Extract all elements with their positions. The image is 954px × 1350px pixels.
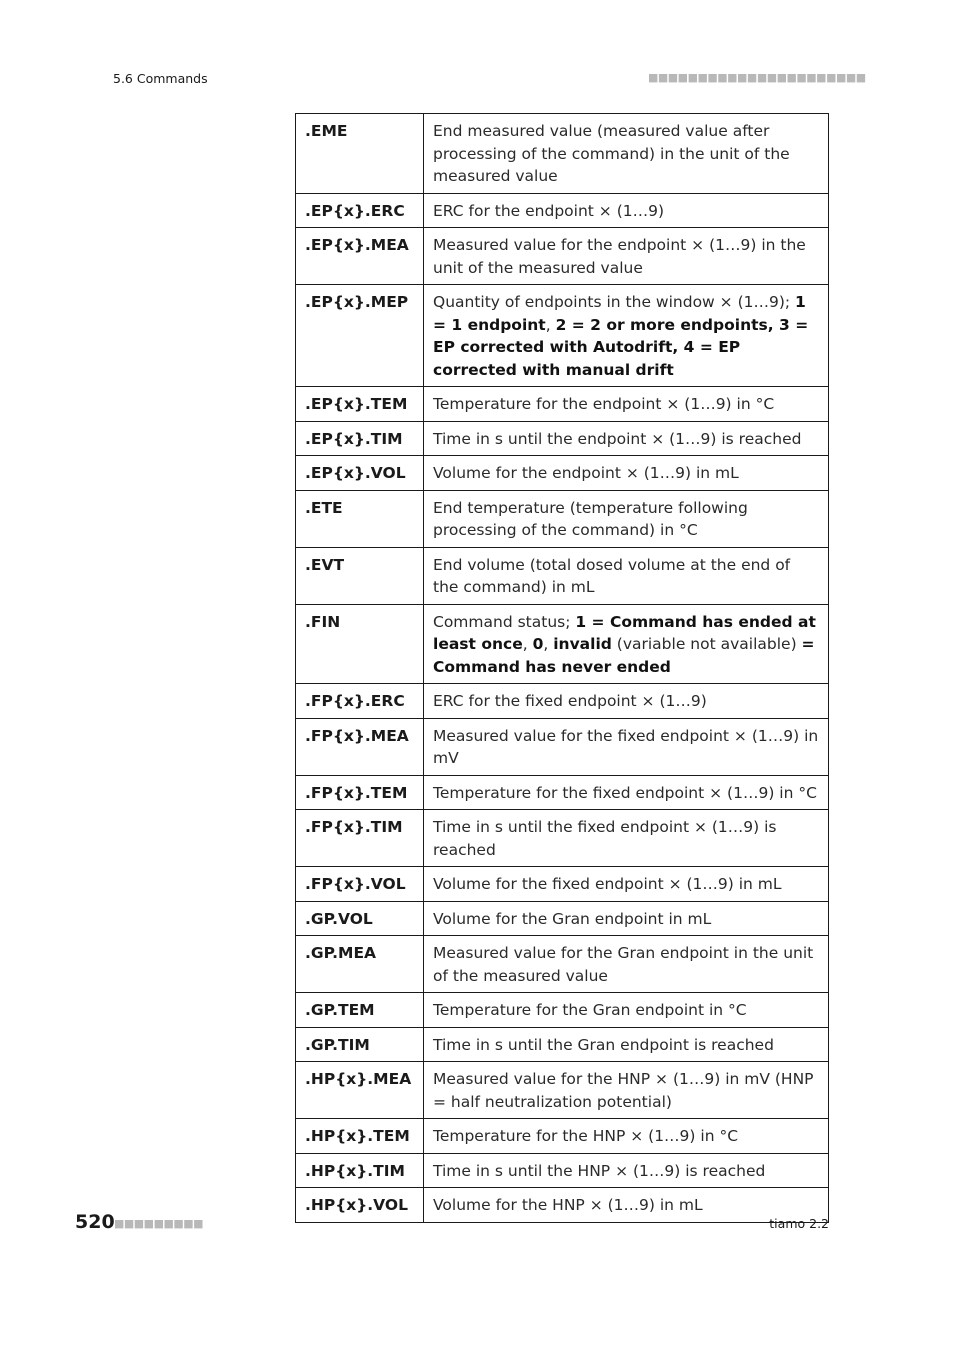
running-header-section: 5.6 Commands [113, 71, 208, 86]
description-segment: Temperature for the endpoint × (1…9) in °C [433, 395, 775, 413]
description-bold-segment: = Command has never ended [433, 635, 815, 676]
variable-name: .EP{x}.MEA [296, 228, 424, 285]
variable-name: .HP{x}.VOL [296, 1188, 424, 1223]
table-row [296, 1027, 829, 1062]
description-segment: Time in s until the Gran endpoint is reached [433, 1035, 774, 1054]
description-segment: Time in s until the endpoint × (1…9) is reached [433, 429, 802, 448]
variable-description [424, 1062, 829, 1119]
product-version: tiamo 2.2 [769, 1216, 829, 1231]
description-segment: Time in s until the fixed endpoint × (1…9) is reached [433, 818, 777, 859]
variable-name: .FP{x}.VOL [296, 867, 424, 902]
table-row [296, 810, 829, 867]
description-segment: Time in s until the HNP × (1…9) is reached [433, 1161, 766, 1180]
table-row [296, 285, 829, 387]
variable-description [424, 604, 829, 684]
variable-description [424, 867, 829, 902]
variable-name: .FIN [296, 604, 424, 684]
table-body [296, 114, 829, 1223]
variable-name: .HP{x}.TIM [296, 1153, 424, 1188]
table-row [296, 718, 829, 775]
variable-name: .HP{x}.TEM [296, 1119, 424, 1154]
variable-description [424, 936, 829, 993]
table-row [296, 193, 829, 228]
description-segment: Measured value for the fixed endpoint × (1…9) in mV [433, 726, 819, 767]
variable-name: .FP{x}.MEA [296, 718, 424, 775]
description-segment: , [543, 635, 554, 653]
table-row [296, 421, 829, 456]
description-segment: End measured value (measured value after processing of the command) in the unit of the measured value [433, 122, 790, 185]
description-segment: Measured value for the Gran endpoint in the unit of the measured value [433, 944, 814, 985]
variable-name: .EME [296, 114, 424, 194]
description-bold-segment: 0 [532, 635, 544, 653]
table-row [296, 1119, 829, 1154]
description-segment: (variable not available) [611, 635, 802, 653]
description-segment: End volume (total dosed volume at the end of the command) in mL [433, 555, 791, 596]
description-segment: Volume for the HNP × (1…9) in mL [433, 1196, 703, 1214]
variable-description [424, 1153, 829, 1188]
table-row [296, 1188, 829, 1223]
variable-description [424, 718, 829, 775]
variable-name: .EP{x}.MEP [296, 285, 424, 387]
variable-name: .GP.TEM [296, 993, 424, 1028]
table-row [296, 1062, 829, 1119]
variable-description [424, 228, 829, 285]
variable-name: .EP{x}.TEM [296, 387, 424, 422]
variable-description [424, 993, 829, 1028]
table-row [296, 901, 829, 936]
variable-name: .HP{x}.MEA [296, 1062, 424, 1119]
command-variables-table [295, 113, 829, 1223]
variable-name: .GP.TIM [296, 1027, 424, 1062]
description-bold-segment: invalid [553, 635, 612, 653]
variable-description [424, 114, 829, 194]
description-bold-segment: 1 = Command has ended at least once [433, 612, 816, 653]
table-row [296, 775, 829, 810]
variable-description [424, 1188, 829, 1223]
variable-description [424, 684, 829, 719]
variable-description [424, 1027, 829, 1062]
variable-name: .FP{x}.ERC [296, 684, 424, 719]
table-row [296, 490, 829, 547]
description-segment: Volume for the Gran endpoint in mL [433, 909, 712, 928]
table-row [296, 114, 829, 194]
variable-description [424, 285, 829, 387]
variable-description [424, 456, 829, 491]
table-row [296, 936, 829, 993]
description-bold-segment: 2 = 2 or more endpoints, 3 = EP corrected with Autodrift, 4 = EP corrected with manual drift [433, 315, 809, 379]
variable-description [424, 193, 829, 228]
description-segment: , [522, 635, 533, 653]
variable-name: .FP{x}.TIM [296, 810, 424, 867]
variable-description [424, 490, 829, 547]
header-decoration-dots: ■■■■■■■■■■■■■■■■■■■■■■ [648, 71, 866, 84]
page-number: 520 [75, 1211, 115, 1233]
description-segment: Quantity of endpoints in the window × (1…9); [433, 293, 796, 311]
table-row [296, 456, 829, 491]
variable-description [424, 387, 829, 422]
description-segment: Command status; [433, 612, 576, 631]
description-segment: Temperature for the fixed endpoint × (1…9) in °C [433, 783, 817, 802]
variable-name: .FP{x}.TEM [296, 775, 424, 810]
variable-name: .EP{x}.ERC [296, 193, 424, 228]
table-row [296, 993, 829, 1028]
table-row [296, 387, 829, 422]
variable-name: .GP.MEA [296, 936, 424, 993]
table-row [296, 867, 829, 902]
description-segment: Temperature for the HNP × (1…9) in °C [433, 1127, 739, 1145]
variable-description [424, 775, 829, 810]
table-row [296, 684, 829, 719]
description-segment: ERC for the fixed endpoint × (1…9) [433, 692, 707, 710]
footer-decoration-dots: ■■■■■■■■■ [114, 1217, 204, 1230]
description-segment: , [545, 315, 556, 334]
description-segment: Volume for the fixed endpoint × (1…9) in mL [433, 875, 782, 893]
table-row [296, 228, 829, 285]
description-segment: ERC for the endpoint × (1…9) [433, 201, 665, 220]
variable-name: .GP.VOL [296, 901, 424, 936]
description-segment: Volume for the endpoint × (1…9) in mL [433, 464, 739, 482]
variable-name: .EVT [296, 547, 424, 604]
table-row [296, 604, 829, 684]
description-segment: Temperature for the Gran endpoint in °C [433, 1001, 747, 1019]
variable-name: .ETE [296, 490, 424, 547]
description-bold-segment: 1 = 1 endpoint [433, 293, 806, 334]
variable-description [424, 547, 829, 604]
variable-description [424, 421, 829, 456]
variable-description [424, 901, 829, 936]
variable-name: .EP{x}.TIM [296, 421, 424, 456]
table-row [296, 547, 829, 604]
variable-description [424, 810, 829, 867]
description-segment: End temperature (temperature following processing of the command) in °C [433, 498, 748, 539]
description-segment: Measured value for the HNP × (1…9) in mV (HNP = half neutralization potential) [433, 1070, 814, 1111]
table-row [296, 1153, 829, 1188]
description-segment: Measured value for the endpoint × (1…9) in the unit of the measured value [433, 236, 806, 277]
variable-name: .EP{x}.VOL [296, 456, 424, 491]
variable-description [424, 1119, 829, 1154]
